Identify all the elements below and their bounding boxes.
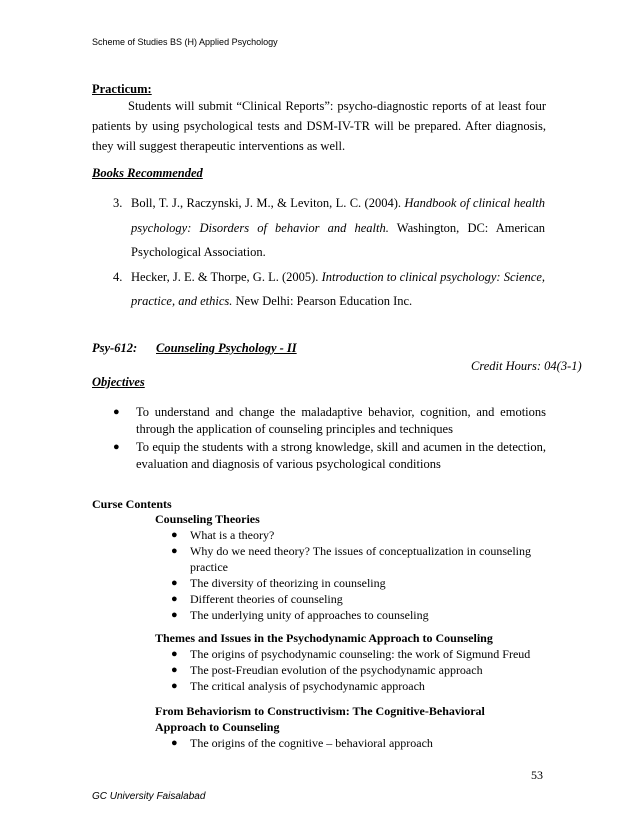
- section-title: Themes and Issues in the Psychodynamic Approach to Counseling: [155, 631, 493, 645]
- objectives-heading: Objectives: [92, 375, 145, 389]
- book-publisher: New Delhi: Pearson Education Inc.: [232, 294, 413, 308]
- book-title: Handbook of clinical health psychology: Disorders of behavior and health.: [131, 196, 546, 235]
- list-item: ● The critical analysis of psychodynamic approach: [171, 679, 425, 693]
- objective-text: To understand and change the maladaptive behavior, cognition, and emotions through the application of counseling principles and techniques: [136, 405, 546, 436]
- list-item: ● The post-Freudian evolution of the psychodynamic approach: [171, 663, 483, 677]
- practicum-heading: Practicum:: [92, 82, 152, 96]
- bullet-icon: ●: [171, 545, 178, 557]
- bullet-icon: ●: [113, 441, 120, 453]
- course-code: Psy-612:: [92, 341, 138, 355]
- list-item: ● The origins of psychodynamic counseling: the work of Sigmund Freud: [171, 647, 531, 661]
- list-item: [113, 439, 546, 473]
- objectives-list: [113, 404, 546, 473]
- bullet-icon: ●: [113, 406, 120, 418]
- list-item: [113, 404, 546, 438]
- objective-text: To equip the students with a strong knowledge, skill and acumen in the detection, evaluation and diagnosis of various psychological conditions: [136, 440, 546, 471]
- book-number: 4.: [113, 269, 123, 284]
- book-authors: Boll, T. J., Raczynski, J. M., & Leviton, L. C. (2004).: [131, 196, 405, 210]
- bullet-icon: ●: [171, 593, 178, 605]
- list-item: ● The diversity of theorizing in counseling: [171, 576, 386, 590]
- bullet-icon: ●: [171, 664, 178, 676]
- list-item: ● The origins of the cognitive – behavioral approach: [171, 736, 433, 750]
- book-number: 3.: [113, 196, 123, 210]
- book-publisher: Washington, DC: American Psychological Association.: [131, 220, 545, 259]
- list-item: ● Different theories of counseling: [171, 592, 343, 606]
- books-heading: Books Recommended: [92, 166, 203, 180]
- bullet-icon: ●: [171, 648, 178, 660]
- list-item: ● Why do we need theory? The issues of conceptualization in counseling practice: [171, 544, 532, 574]
- books-list: [96, 191, 545, 314]
- list-item: ● The underlying unity of approaches to counseling: [171, 608, 429, 622]
- bullet-icon: ●: [171, 577, 178, 589]
- section-list: [155, 735, 555, 751]
- book-item: [96, 265, 545, 314]
- section-list: [155, 646, 555, 694]
- course-title: Counseling Psychology - II: [156, 341, 297, 355]
- list-item: ● What is a theory?: [171, 528, 275, 542]
- credit-hours: Credit Hours: 04(3-1): [471, 359, 582, 373]
- bullet-icon: ●: [171, 737, 178, 749]
- bullet-icon: ●: [171, 680, 178, 692]
- page-number: 53: [531, 768, 543, 782]
- section-list: [155, 527, 555, 623]
- book-item: [96, 191, 545, 265]
- section-title: From Behaviorism to Constructivism: The Cognitive-Behavioral Approach to Counseling: [155, 704, 485, 734]
- section-title: Counseling Theories: [155, 512, 260, 526]
- contents-heading: Curse Contents: [92, 497, 172, 511]
- book-title: Introduction to clinical psychology: Science, practice, and ethics.: [131, 269, 545, 308]
- page-header: Scheme of Studies BS (H) Applied Psychology: [92, 37, 278, 47]
- bullet-icon: ●: [171, 529, 178, 541]
- book-authors: Hecker, J. E. & Thorpe, G. L. (2005).: [131, 269, 322, 284]
- page-footer: GC University Faisalabad: [92, 791, 206, 802]
- practicum-text: Students will submit “Clinical Reports”: psycho-diagnostic reports of at least four patients by using psychological tests and DSM-IV-TR will be prepared. After diagnosis, they will suggest therapeutic interventions as well.: [92, 99, 546, 153]
- bullet-icon: ●: [171, 609, 178, 621]
